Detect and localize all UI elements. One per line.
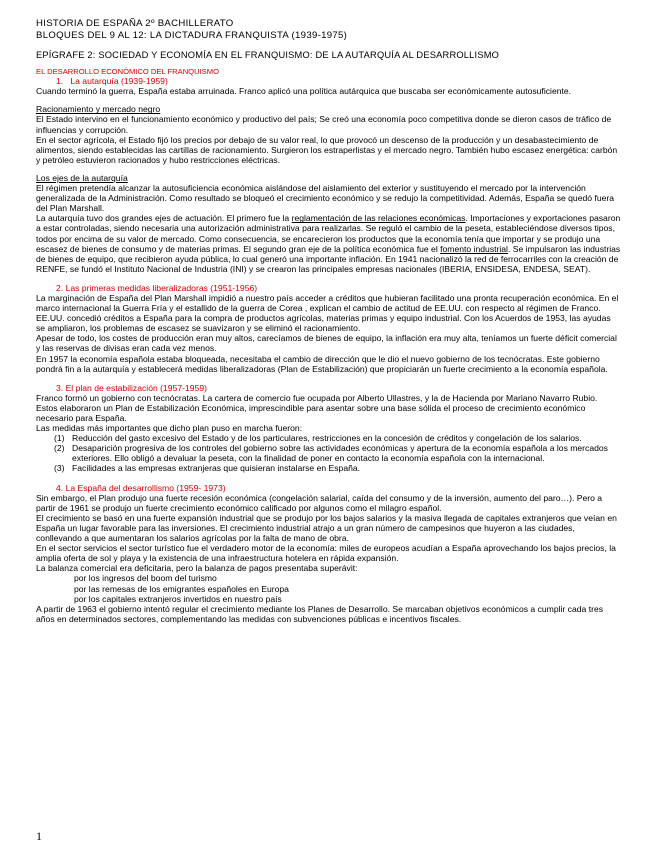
measure-text: Reducción del gasto excesivo del Estado y de los particulares, restricciones en la concesión de créditos y congelación de los salarios.: [72, 433, 582, 444]
measure-text: Desaparición progresiva de los controles del gobierno sobre las actividades económicas y apertura de la economía española a los mercados exteriores. Ello obligó a devaluar la peseta, con la finalidad de poner en contacto la economía española con la internacional.: [72, 443, 608, 464]
section-2-paragraph-3: Apesar de todo, los costes de producción eran muy altos, carecíamos de bienes de equipo, la inflación era muy alta, teníamos un fuerte déficit comercial y las reservas de divisas eran cada vez menos.: [36, 333, 617, 354]
section-4-paragraph-4: La balanza comercial era deficitaria, pero la balanza de pagos presentaba superávit:: [36, 563, 358, 574]
section-4-paragraph-2: El crecimiento se basó en una fuerte expansión industrial que se produjo por los bajos salarios y la masiva llegada de capitales extranjeros que veían en España un lugar favorable para las inversiones. El crecimiento industrial atrajo a un gran número de campesinos que huyeron a las ciudades, conllevando a que aumentaran los salarios agrícolas por la falta de mano de obra.: [36, 512, 617, 544]
racionamiento-paragraph-1: El Estado intervino en el funcionamiento económico y productivo del país; Se creó una economía poco competitiva donde se dieron casos de tráfico de influencias y corrupción.: [36, 114, 612, 135]
section-2-title: Las primeras medidas liberalizadoras (1951-1956): [65, 282, 258, 293]
racionamiento-paragraph-2: En el sector agrícola, el Estado fijó los precios por debajo de su valor real, lo que provocó un descenso de la producción y un desabastecimiento de alimentos, siendo establecidas las cartillas de racionamiento. Surgieron los estraperlistas y el mercado negro. También hubo escasez energética: carbón y petróleo estuvieron racionados y hubo restricciones eléctricas.: [36, 134, 618, 165]
measure-number: (1): [54, 433, 65, 444]
document-page: [36, 18, 622, 624]
section-2-number: 2.: [56, 282, 64, 293]
section-4-paragraph-1: Sin embargo, el Plan produjo una fuerte recesión económica (congelación salarial, caída del consumo y de la inversión, aumento del paro…). Pero a partir de 1961 se produjo un fuerte crecimiento económico calificado por algunos como el milagro español.: [36, 492, 603, 513]
section-4-paragraph-3: En el sector servicios el sector turístico fue el verdadero motor de la economía: miles de europeos acudían a España aprovechando los bajos precios, la amplia oferta de sol y playa y la existencia de una infraestructura hotelera en rápida expansión.: [36, 543, 616, 564]
page-number: 1: [36, 829, 42, 843]
block-title: BLOQUES DEL 9 AL 12: LA DICTADURA FRANQUISTA (1939-1975): [36, 29, 348, 41]
ejes-text-c: . Se impulsaron las industrias de bienes de equipo, que recibieron ayuda pública, lo cual generó una importante inflación. En 1941 nacionalizó la red de ferrocarriles con la creación de RENFE, se fundó el Instituto Nacional de Industria (INI) y se crearon las principales empresas nacionales (IBERIA, ENSIDESA, ENDESA, SEAT).: [36, 243, 621, 274]
measure-item: [36, 463, 622, 473]
section-3-paragraph-2: Estos elaboraron un Plan de Estabilización Económica, imprescindible para asentar sobre una base sólida el proceso de crecimiento económico necesario para España.: [36, 402, 586, 423]
measure-number: (2): [54, 443, 65, 454]
measure-number: (3): [54, 463, 65, 474]
section-2-heading: [56, 283, 622, 293]
course-title: HISTORIA DE ESPAÑA 2º BACHILLERATO: [36, 18, 234, 29]
subsection-ejes-title: Los ejes de la autarquía: [36, 172, 128, 183]
section-3-heading: [56, 383, 622, 393]
subsection-racionamiento-title: Racionamiento y mercado negro: [36, 104, 161, 115]
surplus-item: por los capitales extranjeros invertidos en nuestro país: [74, 593, 282, 604]
section-2-paragraph-4: En 1957 la economía española estaba bloqueada, necesitaba el cambio de dirección que le dio el nuevo gobierno de los tecnócratas. Este gobierno pondrá fin a la autarquía y establecerá medidas liberalizadoras (Plan de Estabilización) que propiciarán un fuerte crecimiento a la economía española.: [36, 353, 608, 374]
section-4-title: La España del desarrollismo (1959- 1973): [65, 482, 226, 493]
section-1-intro: Cuando terminó la guerra, España estaba arruinada. Franco aplicó una política autárquica que buscaba ser económicamente autosuficiente.: [36, 86, 572, 97]
section-title: EL DESARROLLO ECONÓMICO DEL FRANQUISMO: [36, 67, 219, 77]
ejes-paragraph-2: [36, 213, 622, 274]
section-2-paragraph-2: EE.UU. concedió créditos a España para la compra de productos agrícolas, materias primas y equipo industrial. Con los Acuerdos de 1953, las ayudas se ampliaron, los problemas de escasez se suavizaron y se eliminó el racionamiento.: [36, 313, 611, 334]
section-4-heading: [56, 483, 622, 493]
section-3-title: El plan de estabilización (1957-1959): [65, 382, 207, 393]
surplus-item: por las remesas de los emigrantes españoles en Europa: [74, 583, 289, 594]
section-4-number: 4.: [56, 482, 64, 493]
surplus-list: [74, 573, 622, 603]
fomento-term: fomento industrial: [440, 243, 508, 254]
epigrafe-title: EPÍGRAFE 2: SOCIEDAD Y ECONOMÍA EN EL FRANQUISMO: DE LA AUTARQUÍA AL DESARROLLISMO: [36, 50, 500, 61]
section-2-paragraph-1: La marginación de España del Plan Marshall impidió a nuestro país acceder a créditos que hubieran facilitado una pronta recuperación económica. En el marco internacional la Guerra Fría y el estallido de la guerra de Corea , explican el cambio de actitud de EE.UU. con respecto al régimen de Franco.: [36, 292, 619, 314]
document-header: [36, 18, 622, 41]
section-1-title: La autarquía (1939-1959): [70, 76, 168, 87]
section-3-paragraph-1: Franco formó un gobierno con tecnócratas. La cartera de comercio fue ocupada por Alberto Ullastres, y la de Hacienda por Mariano Navarro Rubio.: [36, 392, 598, 403]
measure-text: Facilidades a las empresas extranjeras que quisieran instalarse en España.: [72, 463, 361, 474]
section-3-paragraph-3: Las medidas más importantes que dicho plan puso en marcha fueron:: [36, 423, 303, 434]
section-1-number: 1.: [56, 76, 64, 87]
measure-item: [36, 443, 622, 463]
ejes-text-b: . Importaciones y exportaciones pasaron a estar controladas, siendo necesaria una autorización administrativa para realizarlas. Se reguló el cambio de la peseta, estableciéndose diversos tipos, todos por encima de su valor de mercado. Como consecuencia, se encarecieron los productos que la economía tenía que importar y se produjo una escasez de bienes de consumo y de materias primas. El segundo gran eje de la política económica fue el: [36, 213, 621, 254]
surplus-item: por los ingresos del boom del turismo: [74, 573, 217, 584]
ejes-text-a: La autarquía tuvo dos grandes ejes de actuación. El primero fue la: [36, 213, 292, 224]
measure-item: [36, 433, 622, 443]
measures-list: [36, 433, 622, 473]
reglamentacion-term: reglamentación de las relaciones económicas: [291, 213, 466, 224]
section-1-heading: [56, 76, 622, 86]
section-3-number: 3.: [56, 382, 64, 393]
ejes-paragraph-1: El régimen pretendía alcanzar la autosuficiencia económica aislándose del aislamiento del exterior y sustituyendo el mercado por la intervención generalizada de la Administración. Como resultado se bloqueó el crecimiento económico y se redujo la competitividad. Además, España se quedó fuera del Plan Marshall.: [36, 183, 615, 214]
section-4-paragraph-5: A partir de 1963 el gobierno intentó regular el crecimiento mediante los Planes de Desarrollo. Se marcaban objetivos económicos a cumplir cada tres años en determinados sectores, complementando las medidas con subvenciones públicas e incentivos fiscales.: [36, 603, 604, 624]
